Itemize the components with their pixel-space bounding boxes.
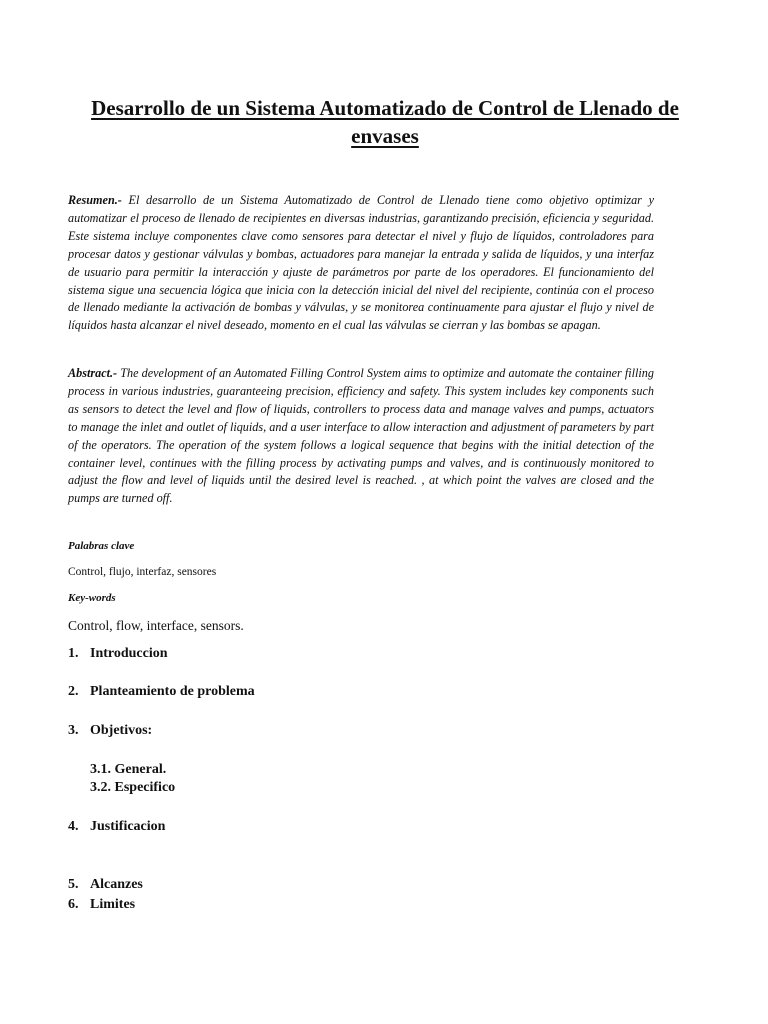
keywords-es-label: Palabras clave: [68, 540, 135, 552]
abstract-lead: Abstract.-: [68, 366, 118, 380]
section-label: Objetivos:: [90, 723, 153, 738]
section-label: Alcanzes: [90, 877, 143, 892]
keywords-es-text: Control, flujo, interfaz, sensores: [68, 566, 217, 578]
section-label: Limites: [90, 897, 136, 912]
keywords-en-text: Control, flow, interface, sensors.: [68, 618, 244, 633]
section-heading-justificacion: [68, 819, 165, 835]
section-heading-limites: [68, 897, 135, 913]
section-label: Justificacion: [90, 819, 166, 834]
section-label: Planteamiento de problema: [90, 684, 255, 699]
section-heading-introduccion: [68, 646, 168, 662]
subsection-heading-general: 3.1. General.: [90, 762, 167, 777]
section-heading-planteamiento: [68, 684, 255, 700]
abstract-paragraph: [68, 365, 654, 508]
resumen-paragraph: [68, 192, 654, 335]
section-number: 3.: [68, 723, 79, 738]
section-number: 5.: [68, 877, 79, 892]
section-number: 4.: [68, 819, 79, 834]
section-number: 1.: [68, 646, 79, 661]
abstract-text: The development of an Automated Filling Control System aims to optimize and automate the container filling process in various industries, guaranteeing precision, efficiency and safety. This system includes key components such as sensors to detect the level and flow of liquids, controllers to process data and manage valves and pumps, actuators to manage the inlet and outlet of liquids, and a user interface to allow interaction and adjustment of parameters by part of the operators. The operation of the system follows a logical sequence that begins with the initial detection of the container level, continues with the filling process by activating pumps and valves, and is continuously monitored to adjust the flow and level of liquids until the desired level is reached. , at which point the valves are closed and the pumps are turned off.: [68, 366, 654, 506]
section-number: 2.: [68, 684, 79, 699]
section-label: Introduccion: [90, 646, 168, 661]
section-heading-objetivos: [68, 723, 152, 739]
section-heading-alcanzes: [68, 877, 143, 893]
subsection-heading-especifico: 3.2. Especifico: [90, 780, 176, 795]
document-title: Desarrollo de un Sistema Automatizado de Control de Llenado de envases: [91, 96, 679, 148]
resumen-lead: Resumen.-: [68, 193, 122, 207]
resumen-text: El desarrollo de un Sistema Automatizado de Control de Llenado tiene como objetivo optimizar y automatizar el proceso de llenado de recipientes en diversas industrias, garantizando precisión, eficiencia y seguridad. Este sistema incluye componentes clave como sensores para detectar el nivel y flujo de líquidos, controladores para procesar datos y gestionar válvulas y bombas, actuadores para manejar la entrada y salida de líquidos, y una interfaz de usuario para permitir la interacción y ajuste de parámetros por parte de los operadores. El funcionamiento del sistema sigue una secuencia lógica que inicia con la detección inicial del nivel del recipiente, continúa con el proceso de llenado mediante la activación de bombas y válvulas, y se monitorea continuamente para ajustar el flujo y nivel de líquidos hasta alcanzar el nivel deseado, momento en el cual las válvulas se cierran y las bombas se apagan.: [68, 193, 654, 333]
section-number: 6.: [68, 897, 79, 912]
keywords-en-label: Key-words: [68, 592, 116, 604]
